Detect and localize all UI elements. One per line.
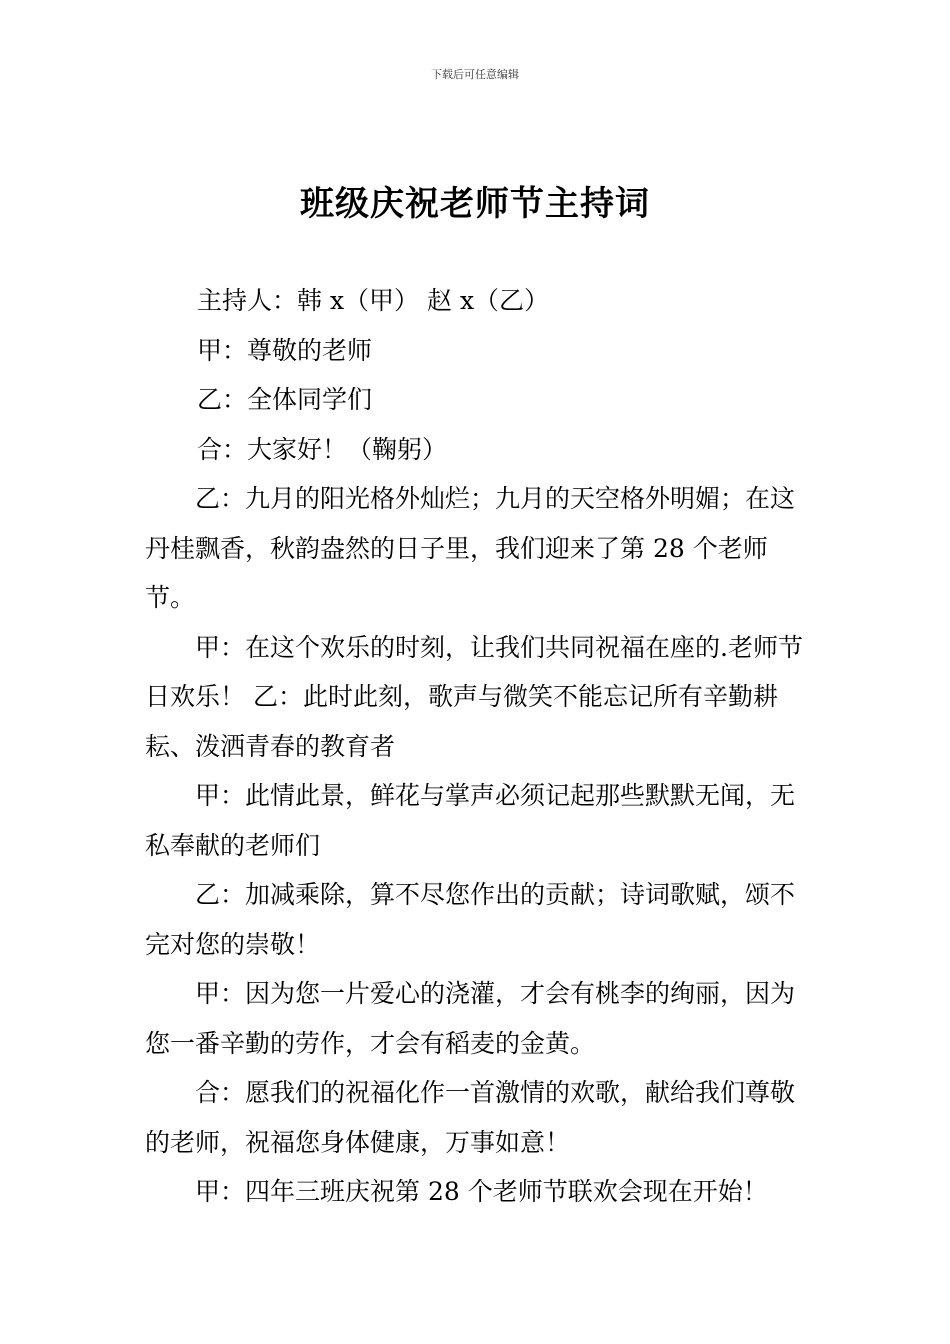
dialogue-paragraph: 合：愿我们的祝福化作一首激情的欢歌，献给我们尊敬的老师，祝福您身体健康，万事如意！ xyxy=(145,1078,796,1157)
page-title: 班级庆祝老师节主持词 xyxy=(300,184,650,224)
dialogue-paragraph: 甲：尊敬的老师 xyxy=(197,335,373,365)
dialogue-paragraph: 甲：在这个欢乐的时刻，让我们共同祝福在座的.老师节日欢乐！ 乙：此时此刻，歌声与微笑不能忘记所有辛勤耕耘、泼洒青春的教育者 xyxy=(145,632,803,761)
dialogue-paragraph: 甲：因为您一片爱心的浇灌，才会有桃李的绚丽，因为您一番辛勤的劳作，才会有稻麦的金黄。 xyxy=(145,979,796,1058)
document-body xyxy=(145,276,810,1217)
dialogue-paragraph: 甲：此情此景，鲜花与掌声必须记起那些默默无闻，无私奉献的老师们 xyxy=(145,781,796,860)
host-line: 主持人：韩 x（甲） 赵 x（乙） xyxy=(197,286,550,315)
dialogue-paragraph: 乙：九月的阳光格外灿烂；九月的天空格外明媚；在这丹桂飘香，秋韵盎然的日子里，我们迎来了第 28 个老师节。 xyxy=(145,484,796,612)
dialogue-paragraph: 乙：加减乘除，算不尽您作出的贡献；诗词歌赋，颂不完对您的崇敬！ xyxy=(145,880,796,959)
header-note: 下载后可任意编辑 xyxy=(431,68,519,81)
dialogue-paragraph: 甲：四年三班庆祝第 28 个老师节联欢会现在开始！ xyxy=(195,1177,768,1206)
dialogue-paragraph: 合：大家好！（鞠躬） xyxy=(197,434,448,464)
dialogue-paragraph: 乙：全体同学们 xyxy=(197,385,373,414)
